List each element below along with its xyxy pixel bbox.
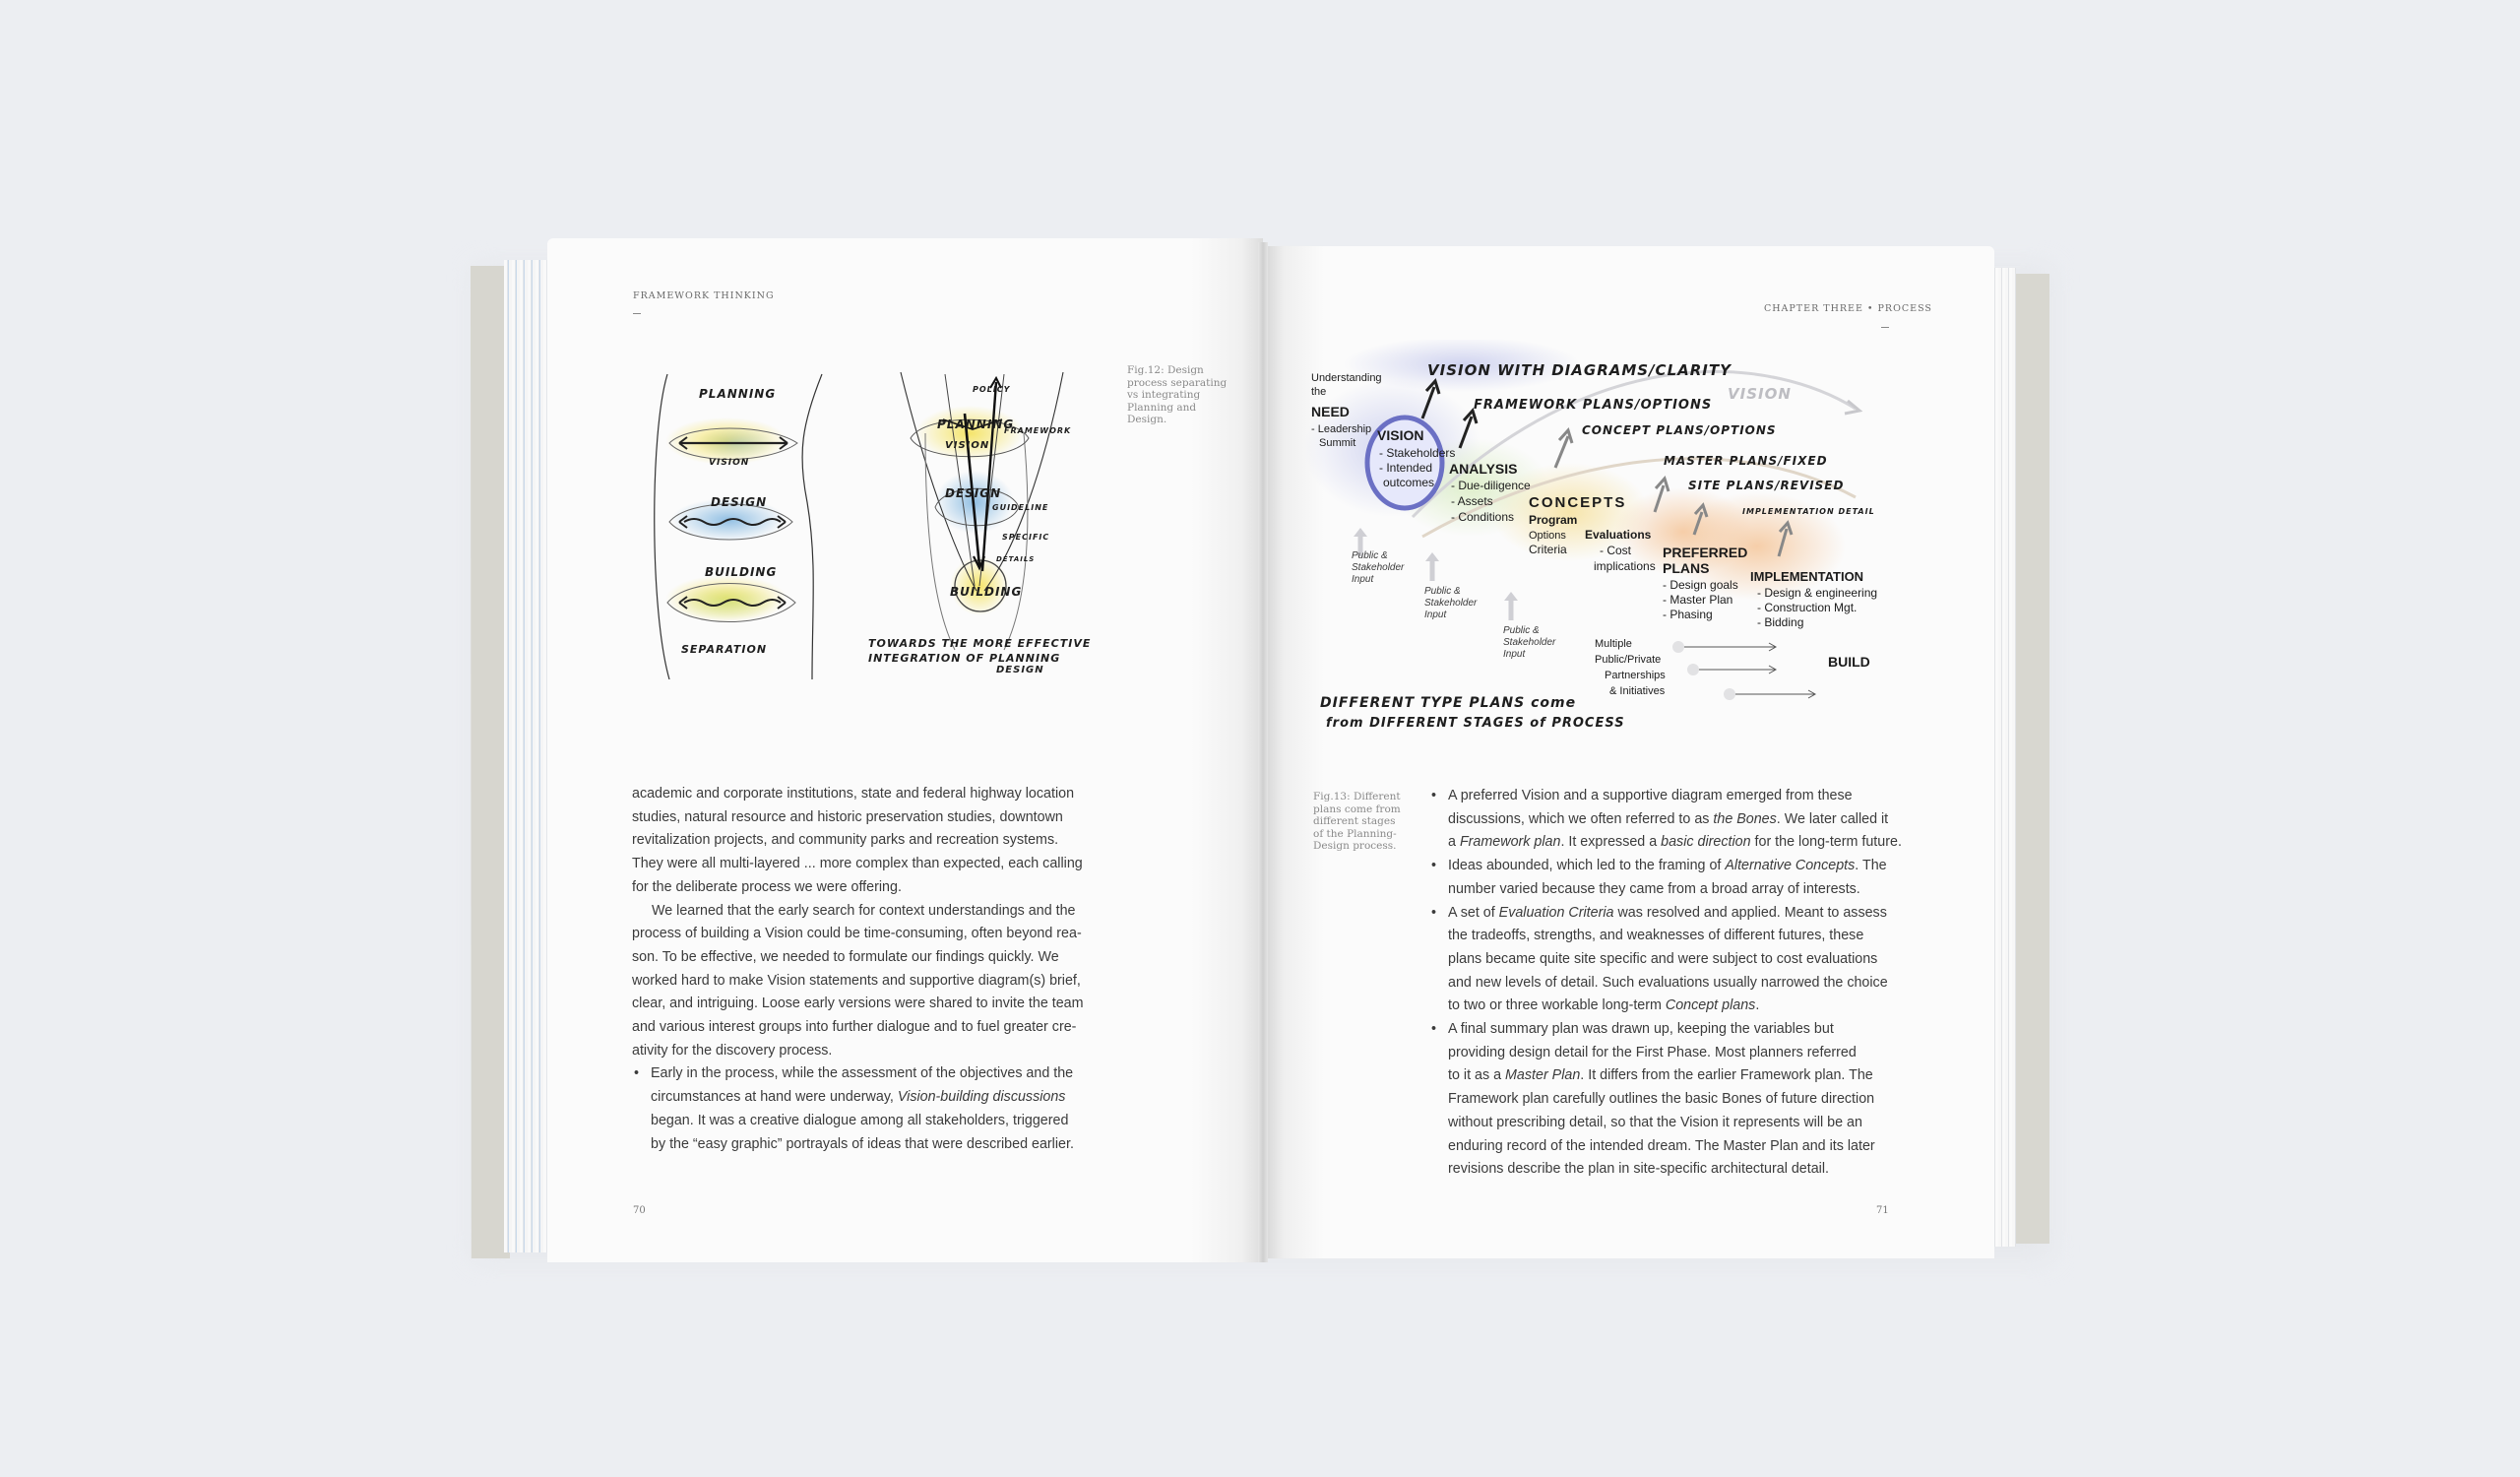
sketch-note-line2: INTEGRATION OF PLANNING <box>868 652 1061 665</box>
design-process-sketches <box>630 354 1122 679</box>
diagram-partnerships-l2: Public/Private <box>1595 654 1662 666</box>
bullet-vision-building: • Early in the process, while the assessment of the objectives and the circumstances at hand were underway, Vision-building discussions began. It was a creative dialogue among all stakeholders, triggered by the “easy graphic” portrayals of ideas that were described earlier. <box>632 1062 1108 1156</box>
diagram-input-c-l3: Input <box>1503 649 1526 660</box>
planning-design-process-diagram <box>1304 340 1984 743</box>
figure-12-caption: Fig.12: Design process separating vs integrating Planning and Design. <box>1127 364 1228 426</box>
diagram-implementation-l4: - Bidding <box>1757 615 1804 629</box>
sketch-label-details: DETAILS <box>996 555 1036 563</box>
sketch-label-design-2: DESIGN <box>945 486 1002 500</box>
diagram-need-l1: Understanding <box>1311 372 1382 384</box>
body-line: We learned that the early search for context understandings and the <box>652 902 1076 919</box>
diagram-label-concept-plans: CONCEPT PLANS/OPTIONS <box>1582 423 1777 437</box>
running-head-left: FRAMEWORK THINKING <box>633 290 775 301</box>
running-head-rule-right <box>1881 327 1889 328</box>
diagram-implementation-title: IMPLEMENTATION <box>1750 569 1864 584</box>
figure-13-caption: Fig.13: Different plans come from different stages of the Planning- Design process. <box>1313 791 1401 853</box>
diagram-input-b-l3: Input <box>1424 610 1447 620</box>
diagram-build: BUILD <box>1828 654 1870 670</box>
diagram-need-title: NEED <box>1311 404 1350 419</box>
sketch-label-building-2: BUILDING <box>950 585 1023 599</box>
body-line: process of building a Vision could be time-consuming, often beyond rea- <box>632 926 1082 942</box>
diagram-vision-l4: outcomes <box>1383 476 1435 489</box>
diagram-preferred-l2: PLANS <box>1663 560 1710 576</box>
body-line: son. To be effective, we needed to formulate our findings quickly. We <box>632 948 1059 965</box>
diagram-implementation-l3: - Construction Mgt. <box>1757 601 1858 614</box>
diagram-label-framework-plans: FRAMEWORK PLANS/OPTIONS <box>1474 398 1713 413</box>
body-line: ativity for the discovery process. <box>632 1042 833 1059</box>
diagram-input-a-l1: Public & <box>1352 550 1388 561</box>
diagram-evaluations-l2: - Cost <box>1600 544 1632 557</box>
left-page-body-text <box>632 783 1108 1156</box>
diagram-vision-l3: - Intended <box>1379 461 1433 475</box>
sketch-note-separation: SEPARATION <box>681 643 768 656</box>
diagram-input-a-l2: Stakeholder <box>1352 562 1405 573</box>
diagram-evaluations-title: Evaluations <box>1585 528 1652 542</box>
diagram-label-vision-diagrams: VISION WITH DIAGRAMS/CLARITY <box>1427 361 1732 379</box>
diagram-preferred-l3: - Design goals <box>1663 578 1738 592</box>
diagram-label-implementation-detail: IMPLEMENTATION DETAIL <box>1742 507 1875 516</box>
page-number-right: 71 <box>1876 1205 1889 1216</box>
body-line: and various interest groups into further dialogue and to fuel greater cre- <box>632 1019 1077 1036</box>
bullet-ideas-abounded: • Ideas abounded, which led to the framing of Alternative Concepts. The number varied because they came from a broad array of interests. <box>1429 855 1902 901</box>
diagram-label-vision-faded: VISION <box>1728 385 1792 403</box>
body-line: clear, and intriguing. Loose early versions were shared to invite the team <box>632 995 1084 1012</box>
integration-sketch <box>868 372 1091 675</box>
diagram-implementation-l2: - Design & engineering <box>1757 586 1878 600</box>
diagram-preferred-title: PREFERRED <box>1663 545 1748 560</box>
sketch-note-line3: DESIGN <box>996 665 1044 675</box>
sketch-label-specific: SPECIFIC <box>1002 533 1050 542</box>
diagram-label-master-plans: MASTER PLANS/FIXED <box>1664 454 1828 468</box>
body-line: studies, natural resource and historic preservation studies, downtown <box>632 808 1063 825</box>
diagram-analysis-l2: - Due-diligence <box>1451 479 1531 492</box>
bullet-final-summary-plan: • A final summary plan was drawn up, keeping the variables but providing design detail for the First Phase. Most planners referred to it as a Master Plan. It differs from the earlier Framework plan. The Framework plan carefully outlines the basic Bones of future direction without prescribing detail, so that the Vision it represents will be an enduring record of the intended dream. The Master Plan and its later revisions describe the plan in site-specific architectural detail. <box>1429 1018 1902 1182</box>
diagram-partnerships-l4: & Initiatives <box>1609 685 1666 697</box>
diagram-need-l2: the <box>1311 386 1327 398</box>
diagram-input-c-l2: Stakeholder <box>1503 637 1556 648</box>
sketch-label-building: BUILDING <box>705 565 778 579</box>
bullet-dot: • <box>1431 1021 1437 1038</box>
diagram-input-a-l3: Input <box>1352 574 1374 585</box>
diagram-input-b-l1: Public & <box>1424 586 1461 597</box>
book-gutter <box>1258 242 1268 1262</box>
diagram-need-l5: Summit <box>1319 437 1356 449</box>
diagram-preferred-l4: - Master Plan <box>1663 593 1733 607</box>
bullet-preferred-vision: • A preferred Vision and a supportive diagram emerged from these discussions, which we often referred to as the Bones. We later called it a Framework plan. It expressed a basic direction for the long-term future. <box>1429 785 1902 855</box>
running-head-rule-left <box>633 313 641 314</box>
bullet-dot: • <box>1431 904 1437 921</box>
running-head-right: CHAPTER THREE • PROCESS <box>1764 303 1932 314</box>
sketch-label-design: DESIGN <box>711 495 768 509</box>
bullet-dot: • <box>1431 788 1437 803</box>
diagram-label-site-plans: SITE PLANS/REVISED <box>1688 479 1845 492</box>
diagram-analysis-l3: - Assets <box>1451 494 1493 508</box>
diagram-vision-l2: - Stakeholders <box>1379 446 1456 460</box>
sketch-label-vision-2: VISION <box>945 440 990 451</box>
right-page-body-text <box>1429 785 1902 1182</box>
diagram-vision-title: VISION <box>1377 427 1424 443</box>
sketch-note-line1: TOWARDS THE MORE EFFECTIVE <box>868 637 1092 650</box>
sketch-label-planning: PLANNING <box>699 387 777 401</box>
page-number-left: 70 <box>633 1205 646 1216</box>
diagram-partnerships-l1: Multiple <box>1595 638 1632 650</box>
separation-sketch <box>655 374 822 679</box>
diagram-partnerships-l3: Partnerships <box>1605 670 1666 681</box>
page-edges-left <box>504 260 553 1252</box>
diagram-input-c-l1: Public & <box>1503 625 1540 636</box>
body-line: They were all multi-layered ... more complex than expected, each calling <box>632 856 1083 872</box>
body-line: worked hard to make Vision statements and supportive diagram(s) brief, <box>632 972 1081 989</box>
diagram-evaluations-l3: implications <box>1594 559 1656 573</box>
diagram-handnote-l1: DIFFERENT TYPE PLANS come <box>1320 695 1577 711</box>
body-line: academic and corporate institutions, state and federal highway location <box>632 786 1075 802</box>
diagram-preferred-l5: - Phasing <box>1663 608 1713 621</box>
sketch-label-policy: POLICY <box>973 385 1011 394</box>
diagram-input-b-l2: Stakeholder <box>1424 598 1478 609</box>
diagram-analysis-title: ANALYSIS <box>1449 461 1518 477</box>
body-line: revitalization projects, and community parks and recreation systems. <box>632 832 1059 849</box>
sketch-label-vision: VISION <box>709 458 750 468</box>
body-line: for the deliberate process we were offering. <box>632 878 902 895</box>
diagram-concepts-l4: Criteria <box>1529 543 1567 556</box>
bullet-dot: • <box>634 1065 640 1082</box>
bullet-evaluation-criteria: • A set of Evaluation Criteria was resolved and applied. Meant to assess the tradeoffs, strengths, and weaknesses of different futures, these plans became quite site specific and were subject to cost evaluations and new levels of detail. Such evaluations usually narrowed the choice to two or three workable long-term Concept plans. <box>1429 902 1902 1019</box>
diagram-analysis-l4: - Conditions <box>1451 510 1515 524</box>
diagram-need-l4: - Leadership <box>1311 423 1372 435</box>
diagram-handnote-l2: from DIFFERENT STAGES of PROCESS <box>1326 716 1625 731</box>
diagram-concepts-l2: Program <box>1529 513 1578 527</box>
sketch-label-guideline: GUIDELINE <box>992 503 1049 512</box>
diagram-concepts-title: CONCEPTS <box>1529 494 1627 511</box>
diagram-concepts-l3: Options <box>1529 530 1566 542</box>
sketch-label-framework: FRAMEWORK <box>1004 426 1072 435</box>
sketch-label-planning-2: PLANNING <box>937 417 1015 431</box>
bullet-dot: • <box>1431 858 1437 874</box>
